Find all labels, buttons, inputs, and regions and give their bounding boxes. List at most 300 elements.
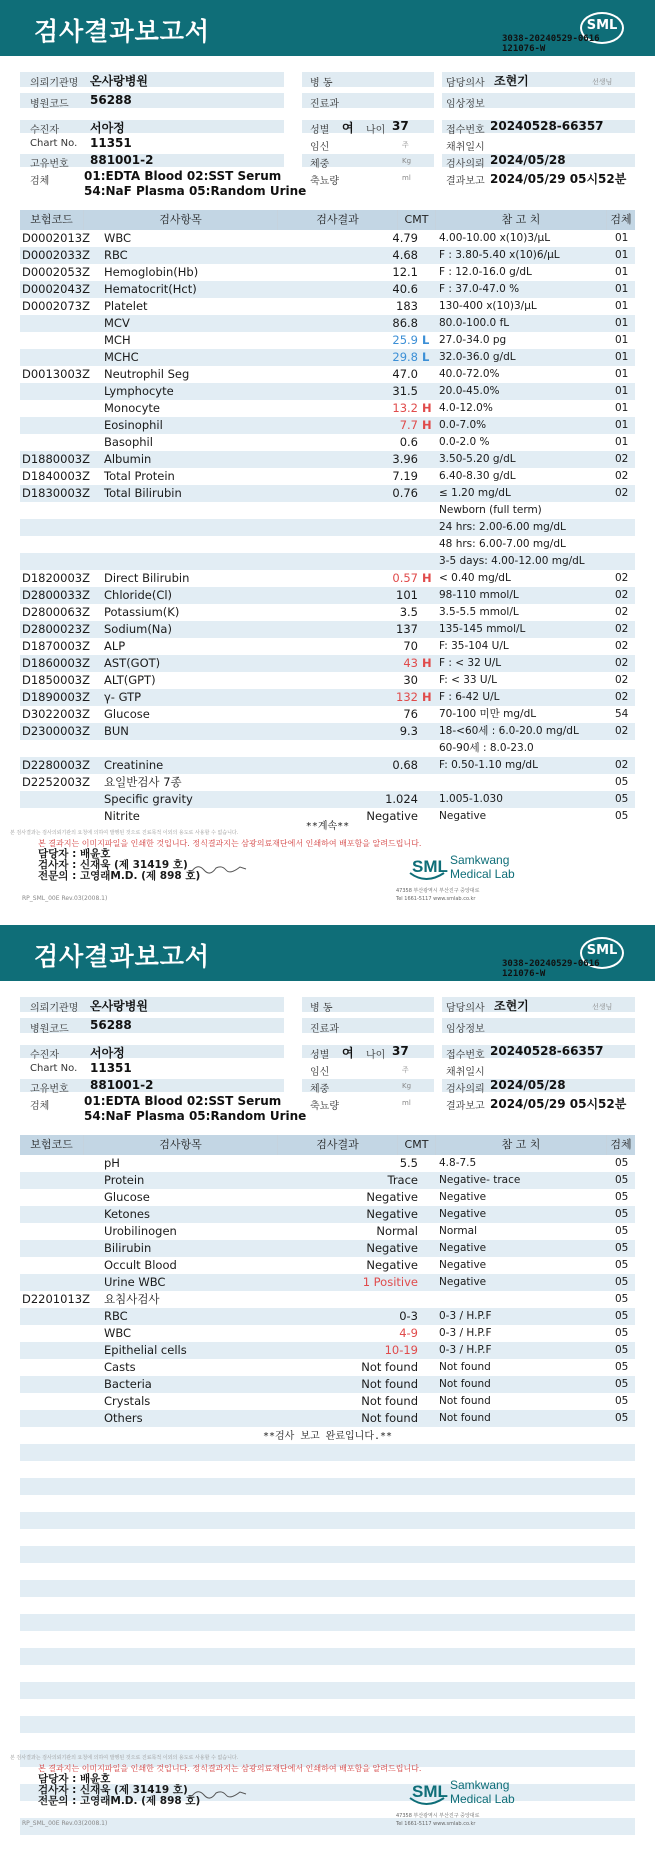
row-flag: H xyxy=(422,690,432,704)
row-reference: 6.40-8.30 g/dL xyxy=(439,470,516,482)
dept-label: 진료과 xyxy=(310,99,339,110)
patient-label: 수진자 xyxy=(30,125,59,136)
info-bar xyxy=(20,1045,284,1058)
row-specimen: 02 xyxy=(615,657,629,669)
doc-number-line: 121076-W xyxy=(502,969,546,979)
row-result: 43 xyxy=(403,656,418,670)
row-code: D0002033Z xyxy=(22,248,90,262)
specimen-value: 01:EDTA Blood 02:SST Serum xyxy=(84,169,282,183)
row-code: D2800023Z xyxy=(22,622,90,636)
doc-number-line: 121076-W xyxy=(502,44,546,54)
table-row xyxy=(20,1291,635,1308)
row-result: 4.79 xyxy=(392,231,418,245)
row-reference: 3.50-5.20 g/dL xyxy=(439,453,516,465)
col-header-ref: 참 고 치 xyxy=(436,210,607,230)
row-reference: Negative xyxy=(439,1191,487,1203)
request-label: 검사의뢰 xyxy=(446,159,485,170)
row-reference: 60-90세 : 8.0-23.0 xyxy=(439,742,534,754)
row-reference: 1.005-1.030 xyxy=(439,793,503,805)
row-reference: F : 37.0-47.0 % xyxy=(439,283,520,295)
row-item: Occult Blood xyxy=(104,1258,177,1272)
signature-line: 담당자 : 배윤호 xyxy=(38,848,111,860)
doctor-value: 조현기 xyxy=(494,74,529,88)
row-reference: 0.0-7.0% xyxy=(439,419,487,431)
preg-label: 임신 xyxy=(310,1067,330,1078)
row-reference: Negative xyxy=(439,810,487,822)
row-specimen: 01 xyxy=(615,351,629,363)
row-item: pH xyxy=(104,1156,120,1170)
row-specimen: 01 xyxy=(615,419,629,431)
row-reference: 4.0-12.0% xyxy=(439,402,493,414)
row-specimen: 01 xyxy=(615,436,629,448)
row-item: WBC xyxy=(104,1326,132,1340)
signature-line: 담당자 : 배윤호 xyxy=(38,1773,111,1785)
col-header-result: 검사결과 xyxy=(278,1135,398,1155)
row-code: D0002013Z xyxy=(22,231,90,245)
table-row xyxy=(20,1172,635,1189)
row-specimen: 05 xyxy=(615,1378,629,1390)
row-reference: 70-100 미만 mg/dL xyxy=(439,708,537,720)
row-specimen: 01 xyxy=(615,249,629,261)
table-header xyxy=(20,1135,635,1155)
table-row xyxy=(20,638,635,655)
row-specimen: 05 xyxy=(615,1310,629,1322)
row-specimen: 01 xyxy=(615,317,629,329)
form-code: RP_SML_00E Rev.03(2008.1) xyxy=(22,895,108,902)
row-reference: 0-3 / H.P.F xyxy=(439,1344,492,1356)
dept-label: 진료과 xyxy=(310,1024,339,1035)
row-reference: 80.0-100.0 fL xyxy=(439,317,510,329)
row-reference: Not found xyxy=(439,1395,491,1407)
chart-value: 11351 xyxy=(90,1061,132,1075)
receipt-label: 접수번호 xyxy=(446,1050,485,1061)
row-specimen: 02 xyxy=(615,725,629,737)
form-code: RP_SML_00E Rev.03(2008.1) xyxy=(22,1820,108,1827)
row-code: D1860003Z xyxy=(22,656,90,670)
ward-label: 병 동 xyxy=(310,78,333,89)
row-result: 29.8 xyxy=(392,350,418,364)
table-row xyxy=(20,349,635,366)
row-reference: F : 3.80-5.40 x(10)6/µL xyxy=(439,249,560,261)
row-code: D1880003Z xyxy=(22,452,90,466)
address-line: 47358 부산광역시 부산진구 중앙대로 xyxy=(396,1813,480,1819)
row-reference: 48 hrs: 6.00-7.00 mg/dL xyxy=(439,538,566,550)
row-specimen: 02 xyxy=(615,572,629,584)
table-row xyxy=(20,468,635,485)
row-result: 4-9 xyxy=(399,1326,418,1340)
row-item: Protein xyxy=(104,1173,145,1187)
address-line: Tel 1661-5117 www.smlab.co.kr xyxy=(396,896,476,902)
row-result: 5.5 xyxy=(399,1156,418,1170)
row-result: 25.9 xyxy=(392,333,418,347)
col-header-specimen: 검체 xyxy=(610,1138,632,1151)
row-code: D0002053Z xyxy=(22,265,90,279)
row-item: Bacteria xyxy=(104,1377,152,1391)
row-result: 9.3 xyxy=(399,724,418,738)
col-header-cmt: CMT xyxy=(398,1135,436,1155)
signature-line: 검사자 : 신재욱 (제 31419 호) xyxy=(38,1784,188,1796)
table-row xyxy=(20,247,635,264)
row-code: D2252003Z xyxy=(22,775,90,789)
row-reference: F : < 32 U/L xyxy=(439,657,502,669)
request-label: 검사의뢰 xyxy=(446,1084,485,1095)
row-result: 86.8 xyxy=(392,316,418,330)
report-page-2 xyxy=(0,925,655,1850)
empty-row xyxy=(20,1733,635,1750)
row-specimen: 05 xyxy=(615,1344,629,1356)
table-row xyxy=(20,791,635,808)
row-item: Hematocrit(Hct) xyxy=(104,282,197,296)
patient-value: 서아정 xyxy=(90,121,125,135)
row-code: D1820003Z xyxy=(22,571,90,585)
row-code: D0013003Z xyxy=(22,367,90,381)
row-item: Platelet xyxy=(104,299,148,313)
table-row xyxy=(20,1240,635,1257)
row-item: Albumin xyxy=(104,452,152,466)
row-item: AST(GOT) xyxy=(104,656,161,670)
row-item: Urobilinogen xyxy=(104,1224,177,1238)
svg-text:SML: SML xyxy=(412,1782,448,1801)
row-result: Negative xyxy=(366,1241,418,1255)
table-row xyxy=(20,1342,635,1359)
empty-row xyxy=(20,1682,635,1699)
chart-label: Chart No. xyxy=(30,138,78,149)
receipt-label: 접수번호 xyxy=(446,125,485,136)
row-reference: Negative xyxy=(439,1208,487,1220)
table-row xyxy=(20,502,635,519)
table-row xyxy=(20,757,635,774)
row-item: γ- GTP xyxy=(104,690,142,704)
table-row xyxy=(20,1257,635,1274)
table-row xyxy=(20,1393,635,1410)
doc-number xyxy=(502,959,600,979)
doctor-unit: 선생님 xyxy=(592,78,613,86)
row-item: Others xyxy=(104,1411,143,1425)
empty-row xyxy=(20,1546,635,1563)
row-item: Glucose xyxy=(104,1190,150,1204)
row-code: D3022003Z xyxy=(22,707,90,721)
row-code: D2280003Z xyxy=(22,758,90,772)
row-item: Total Protein xyxy=(104,469,175,483)
row-reference: 3.5-5.5 mmol/L xyxy=(439,606,519,618)
row-reference: F: 35-104 U/L xyxy=(439,640,509,652)
row-item: Total Bilirubin xyxy=(104,486,182,500)
row-specimen: 05 xyxy=(615,1191,629,1203)
row-item: RBC xyxy=(104,248,128,262)
row-result: 31.5 xyxy=(392,384,418,398)
table-row xyxy=(20,519,635,536)
empty-row xyxy=(20,1478,635,1495)
row-specimen: 05 xyxy=(615,1276,629,1288)
row-code: D2800063Z xyxy=(22,605,90,619)
report-title: 검사결과보고서 xyxy=(34,942,211,971)
table-row xyxy=(20,451,635,468)
signature-block xyxy=(38,849,200,882)
row-item: MCHC xyxy=(104,350,139,364)
row-result: 13.2 xyxy=(392,401,418,415)
table-row xyxy=(20,672,635,689)
row-code: D2201013Z xyxy=(22,1292,90,1306)
row-result: Trace xyxy=(387,1173,418,1187)
specimen-label: 검체 xyxy=(30,1101,50,1112)
row-result: 0-3 xyxy=(399,1309,418,1323)
doc-number xyxy=(502,34,600,54)
doc-number-line: 3038-20240529-0616 xyxy=(502,959,600,969)
row-item: Direct Bilirubin xyxy=(104,571,190,585)
table-row xyxy=(20,366,635,383)
request-value: 2024/05/28 xyxy=(490,153,566,167)
row-flag: H xyxy=(422,656,432,670)
info-bar xyxy=(20,120,284,133)
row-specimen: 05 xyxy=(615,1208,629,1220)
row-specimen: 02 xyxy=(615,759,629,771)
row-result: 3.5 xyxy=(399,605,418,619)
row-item: Basophil xyxy=(104,435,153,449)
patient-label: 수진자 xyxy=(30,1050,59,1061)
id-value: 881001-2 xyxy=(90,1078,154,1092)
signature-block xyxy=(38,1774,200,1807)
table-row xyxy=(20,400,635,417)
row-specimen: 01 xyxy=(615,300,629,312)
empty-row xyxy=(20,1835,635,1850)
row-specimen: 02 xyxy=(615,674,629,686)
row-item: Monocyte xyxy=(104,401,160,415)
report-complete-text: **검사 보고 완료입니다.** xyxy=(262,1431,393,1442)
row-code: D2800033Z xyxy=(22,588,90,602)
row-flag: H xyxy=(422,401,432,415)
row-reference: 98-110 mmol/L xyxy=(439,589,519,601)
specimen-value: 01:EDTA Blood 02:SST Serum xyxy=(84,1094,282,1108)
lab-name-line: Samkwang xyxy=(450,1778,510,1792)
empty-row xyxy=(20,1818,635,1835)
row-specimen: 05 xyxy=(615,810,629,822)
row-item: Creatinine xyxy=(104,758,164,772)
row-item: Ketones xyxy=(104,1207,150,1221)
sex-label: 성별 xyxy=(310,125,330,136)
row-item: Lymphocyte xyxy=(104,384,174,398)
empty-row xyxy=(20,1597,635,1614)
logo-text: SML xyxy=(586,18,618,33)
row-reference: 4.00-10.00 x(10)3/µL xyxy=(439,232,551,244)
row-result: Not found xyxy=(361,1394,418,1408)
row-result: 70 xyxy=(403,639,418,653)
inst-value: 온사랑병원 xyxy=(90,999,148,1013)
row-specimen: 05 xyxy=(615,776,629,788)
row-result: 47.0 xyxy=(392,367,418,381)
empty-row xyxy=(20,1716,635,1733)
lab-name-line: Samkwang xyxy=(450,853,510,867)
row-item: Specific gravity xyxy=(104,792,193,806)
urine-label: 축뇨량 xyxy=(310,176,339,187)
row-reference: Negative- trace xyxy=(439,1174,521,1186)
sex-value: 여 xyxy=(342,121,354,135)
id-label: 고유번호 xyxy=(30,159,69,170)
table-row xyxy=(20,434,635,451)
empty-row xyxy=(20,1648,635,1665)
row-item: Epithelial cells xyxy=(104,1343,187,1357)
row-result: 40.6 xyxy=(392,282,418,296)
row-result: Negative xyxy=(366,1258,418,1272)
row-reference: Not found xyxy=(439,1378,491,1390)
table-row xyxy=(20,1359,635,1376)
empty-row xyxy=(20,1631,635,1648)
specimen-value: 54:NaF Plasma 05:Random Urine xyxy=(84,184,307,198)
row-item: 요침사검사 xyxy=(104,1292,160,1306)
doctor-label: 담당의사 xyxy=(446,78,485,89)
row-item: Eosinophil xyxy=(104,418,163,432)
request-value: 2024/05/28 xyxy=(490,1078,566,1092)
row-item: Casts xyxy=(104,1360,136,1374)
row-result: 3.96 xyxy=(392,452,418,466)
table-row xyxy=(20,1155,635,1172)
row-result: Negative xyxy=(366,1190,418,1204)
row-item: 요일반검사 7종 xyxy=(104,775,182,789)
table-row xyxy=(20,1189,635,1206)
preg-unit: 주 xyxy=(402,141,409,149)
urine-unit: ml xyxy=(402,1099,411,1107)
inst-label: 의뢰기관명 xyxy=(30,1003,79,1014)
row-specimen: 01 xyxy=(615,385,629,397)
specimen-label: 검체 xyxy=(30,176,50,187)
signature-scribble-icon xyxy=(190,1787,248,1799)
row-result: Normal xyxy=(376,1224,418,1238)
row-specimen: 05 xyxy=(615,1259,629,1271)
row-result: 7.19 xyxy=(392,469,418,483)
age-label: 나이 xyxy=(366,125,386,136)
specimen-value: 54:NaF Plasma 05:Random Urine xyxy=(84,1109,307,1123)
empty-row xyxy=(20,1444,635,1461)
table-row xyxy=(20,417,635,434)
doctor-label: 담당의사 xyxy=(446,1003,485,1014)
table-row xyxy=(20,264,635,281)
table-row xyxy=(20,655,635,672)
row-code: D1890003Z xyxy=(22,690,90,704)
row-result: 0.6 xyxy=(399,435,418,449)
row-specimen: 05 xyxy=(615,1225,629,1237)
table-row xyxy=(20,570,635,587)
table-row xyxy=(20,485,635,502)
row-result: 76 xyxy=(403,707,418,721)
weight-label: 체중 xyxy=(310,159,330,170)
doc-number-line: 3038-20240529-0616 xyxy=(502,34,600,44)
row-specimen: 01 xyxy=(615,232,629,244)
continued-text: **계속** xyxy=(305,821,350,832)
table-row xyxy=(20,1410,635,1427)
row-reference: F : 6-42 U/L xyxy=(439,691,500,703)
row-result: Negative xyxy=(366,1207,418,1221)
signature-line: 전문의 : 고영래M.D. (제 898 호) xyxy=(38,1795,201,1807)
row-result: Not found xyxy=(361,1411,418,1425)
preg-label: 임신 xyxy=(310,142,330,153)
svg-text:SML: SML xyxy=(412,857,448,876)
table-row xyxy=(20,1274,635,1291)
row-item: Crystals xyxy=(104,1394,151,1408)
table-row xyxy=(20,604,635,621)
row-item: Glucose xyxy=(104,707,150,721)
row-specimen: 02 xyxy=(615,691,629,703)
collection-label: 채취일시 xyxy=(446,1067,485,1078)
sex-label: 성별 xyxy=(310,1050,330,1061)
age-value: 37 xyxy=(392,1044,409,1058)
col-header-item: 검사항목 xyxy=(84,210,278,230)
row-code: D1840003Z xyxy=(22,469,90,483)
table-row xyxy=(20,706,635,723)
table-row xyxy=(20,1376,635,1393)
table-row xyxy=(20,383,635,400)
signature-line: 검사자 : 신재욱 (제 31419 호) xyxy=(38,859,188,871)
row-flag: L xyxy=(422,350,430,364)
col-header-code: 보험코드 xyxy=(20,210,84,230)
row-item: Potassium(K) xyxy=(104,605,180,619)
logo-text: SML xyxy=(586,943,618,958)
row-reference: 0-3 / H.P.F xyxy=(439,1327,492,1339)
receipt-value: 20240528-66357 xyxy=(490,1044,604,1058)
row-code: D2300003Z xyxy=(22,724,90,738)
row-item: ALT(GPT) xyxy=(104,673,156,687)
row-flag: H xyxy=(422,418,432,432)
table-row xyxy=(20,587,635,604)
receipt-value: 20240528-66357 xyxy=(490,119,604,133)
inst-value: 온사랑병원 xyxy=(90,74,148,88)
col-header-item: 검사항목 xyxy=(84,1135,278,1155)
chart-value: 11351 xyxy=(90,136,132,150)
row-specimen: 01 xyxy=(615,402,629,414)
row-item: ALP xyxy=(104,639,126,653)
row-specimen: 05 xyxy=(615,1293,629,1305)
row-reference: 32.0-36.0 g/dL xyxy=(439,351,516,363)
row-specimen: 05 xyxy=(615,1361,629,1373)
table-row xyxy=(20,1223,635,1240)
row-specimen: 02 xyxy=(615,453,629,465)
empty-row xyxy=(20,1665,635,1682)
row-item: RBC xyxy=(104,1309,128,1323)
table-row xyxy=(20,723,635,740)
row-flag: L xyxy=(422,333,430,347)
row-specimen: 02 xyxy=(615,623,629,635)
row-item: MCH xyxy=(104,333,131,347)
row-reference: 130-400 x(10)3/µL xyxy=(439,300,537,312)
empty-row xyxy=(20,1614,635,1631)
doctor-unit: 선생님 xyxy=(592,1003,613,1011)
signature-line: 전문의 : 고영래M.D. (제 898 호) xyxy=(38,870,201,882)
empty-row xyxy=(20,1512,635,1529)
row-reference: F: < 33 U/L xyxy=(439,674,498,686)
row-item: Nitrite xyxy=(104,809,140,823)
table-row xyxy=(20,1206,635,1223)
row-result: 0.57 xyxy=(392,571,418,585)
row-specimen: 05 xyxy=(615,1242,629,1254)
lab-address xyxy=(396,1812,479,1828)
row-item: MCV xyxy=(104,316,130,330)
row-reference: Negative xyxy=(439,1276,487,1288)
row-item: Hemoglobin(Hb) xyxy=(104,265,199,279)
row-result: 183 xyxy=(396,299,418,313)
row-reference: Negative xyxy=(439,1242,487,1254)
age-value: 37 xyxy=(392,119,409,133)
table-row xyxy=(20,230,635,247)
chart-label: Chart No. xyxy=(30,1063,78,1074)
lab-name-line: Medical Lab xyxy=(450,867,515,881)
row-result: Not found xyxy=(361,1377,418,1391)
row-specimen: 01 xyxy=(615,266,629,278)
row-reference: F : 12.0-16.0 g/dL xyxy=(439,266,532,278)
row-specimen: 05 xyxy=(615,1395,629,1407)
weight-label: 체중 xyxy=(310,1084,330,1095)
row-specimen: 01 xyxy=(615,368,629,380)
row-specimen: 02 xyxy=(615,606,629,618)
doctor-value: 조현기 xyxy=(494,999,529,1013)
row-code: D1830003Z xyxy=(22,486,90,500)
